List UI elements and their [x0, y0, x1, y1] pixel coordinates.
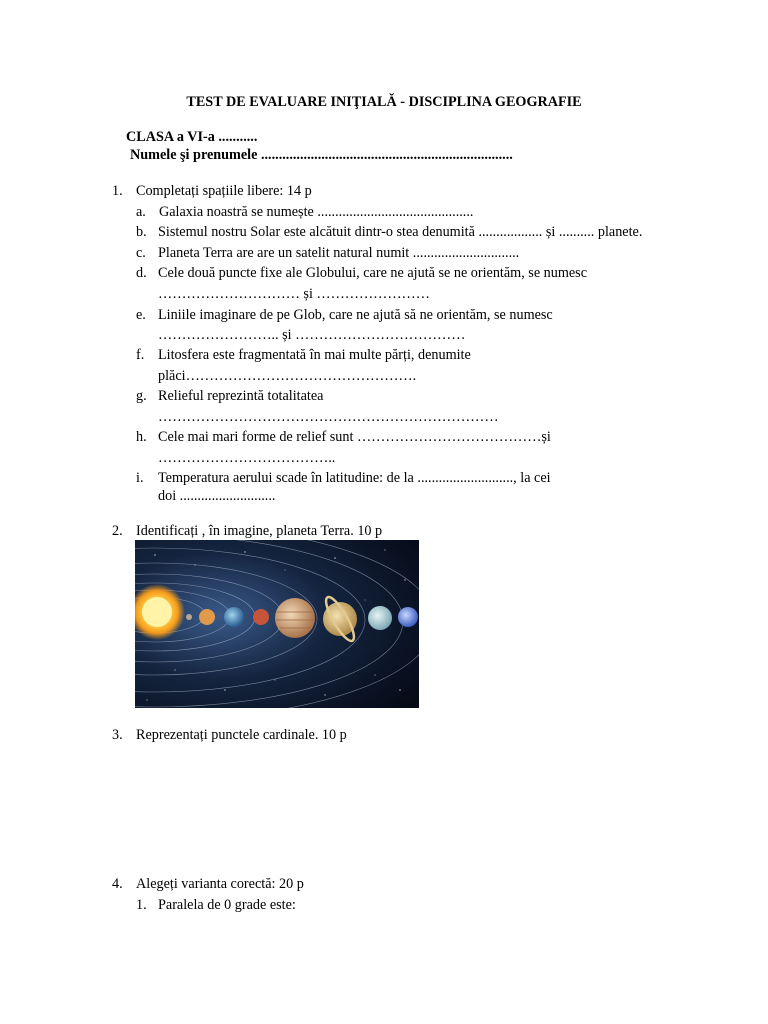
item-letter: h. — [136, 429, 147, 445]
item-letter: f. — [136, 347, 145, 363]
item-text: Sistemul nostru Solar este alcătuit dintr-o stea denumită .................. și .......... planete. — [158, 224, 643, 240]
item-text: Cele două puncte fixe ale Globului, care ne ajută se ne orientăm, se numesc — [158, 265, 588, 281]
item-letter: c. — [136, 245, 146, 261]
item-text: Litosfera este fragmentată în mai multe părți, denumite — [158, 347, 471, 363]
item-text: Cele mai mari forme de relief sunt …………………………………și — [158, 429, 551, 445]
sub-question-number: 1. — [136, 897, 147, 913]
item-letter: i. — [136, 470, 144, 486]
question-number: 2. — [112, 523, 123, 539]
item-letter: d. — [136, 265, 147, 281]
item-text: Planeta Terra are are un satelit natural numit .............................. — [158, 245, 520, 261]
item-text: ………………………… și …………………… — [158, 286, 430, 302]
item-text: Relieful reprezintă totalitatea — [158, 388, 324, 404]
item-letter: b. — [136, 224, 147, 240]
solar-system-image — [135, 540, 419, 708]
question-text: Identificați , în imagine, planeta Terra. 10 p — [136, 523, 383, 539]
item-text: ……………………………………………………………… — [158, 409, 499, 425]
question-number: 1. — [112, 183, 123, 199]
question-text: Reprezentați punctele cardinale. 10 p — [136, 727, 347, 743]
item-text: Galaxia noastră se numește ............................................ — [159, 204, 474, 220]
item-letter: g. — [136, 388, 147, 404]
item-text: plăci…………………………………………. — [158, 368, 417, 384]
question-text: Completați spațiile libere: 14 p — [136, 183, 312, 199]
page-title: TEST DE EVALUARE INIŢIALĂ - DISCIPLINA GEOGRAFIE — [186, 94, 582, 110]
item-letter: e. — [136, 307, 146, 323]
class-line: CLASA a VI-a ........... — [126, 129, 258, 145]
item-text: Temperatura aerului scade în latitudine: de la ..........................., la cei — [158, 470, 551, 486]
sub-question-text: Paralela de 0 grade este: — [158, 897, 296, 913]
item-text: doi ........................... — [158, 488, 276, 504]
item-text: Liniile imaginare de pe Glob, care ne ajută să ne orientăm, se numesc — [158, 307, 553, 323]
item-text: ……………………………….. — [158, 450, 336, 466]
item-letter: a. — [136, 204, 146, 220]
question-text: Alegeți varianta corectă: 20 p — [136, 876, 304, 892]
item-text: …………………….. și ……………………………… — [158, 327, 466, 343]
question-number: 4. — [112, 876, 123, 892]
question-number: 3. — [112, 727, 123, 743]
name-line: Numele şi prenumele ....................................................................... — [130, 147, 513, 163]
